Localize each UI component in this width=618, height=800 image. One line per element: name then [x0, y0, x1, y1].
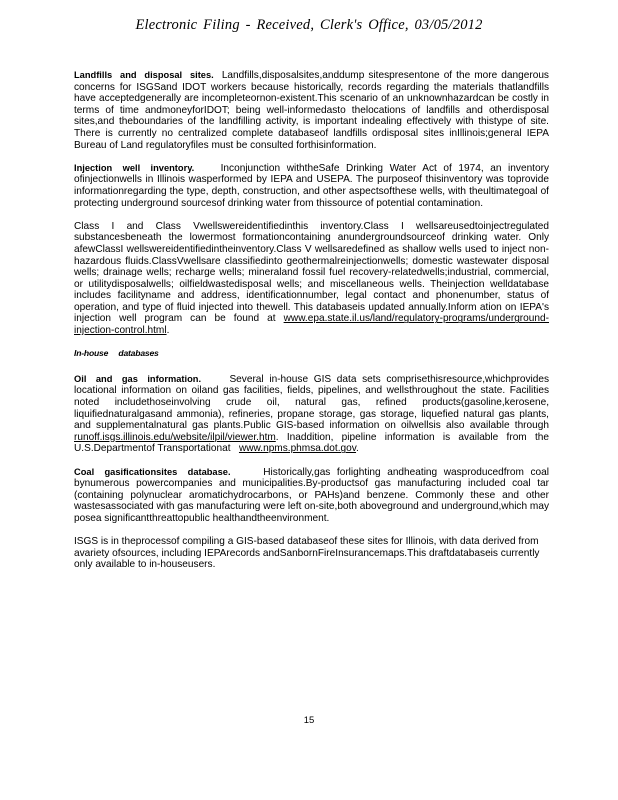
coal-gas-text: Historically,gas forlighting andheating wasproducedfrom coal bynumerous powercompanies and municipalities.By-productsof gas manufacturing included coal tar (containing polynuclear aromatichydrocarbons, or PAHs)and benzene. Commonly these and other wastesassociated with gas manufacturing were left on-site,both aboveground and underground,which may posea significantthreattopublic healthandtheenvironment. [74, 466, 549, 524]
document-body [74, 70, 549, 583]
filing-header: Electronic Filing - Received, Clerk's Office, 03/05/2012 [135, 17, 483, 33]
class-wells-end: . [166, 325, 170, 337]
landfills-heading: Landfills and disposal sites. [74, 70, 214, 80]
isgs-viewer-link[interactable]: runoff.isgs.illinois.edu/website/ilpil/viewer.htm [74, 431, 276, 443]
isgs-text: ISGS is in theprocessof compiling a GIS-based databaseof these sites for Illinois, with data derived from avariety ofsources, including IEPArecords andSanbornFireInsurancemaps.This draftdatabaseis currently only available to in-houseusers. [74, 536, 540, 571]
class-wells-paragraph [74, 221, 549, 337]
coal-gas-heading: Coal gasificationsites database. [74, 466, 231, 477]
oil-gas-mid: . Inaddition, pipeline information is available from the U.S.Departmentof Transportationat [74, 431, 549, 455]
uic-program-link[interactable]: www.epa.state.il.us/land/regulatory-programs/underground-injection-control.html [74, 313, 549, 337]
landfills-text: Landfills,disposalsites,anddump sitespresentone of the more dangerous concerns for ISGSand IDOT workers because historically, records regarding the materials thatlandfills have acceptedgenerally are incompleteornon-existent.This scenario of an unknownhazardcan be costly in terms of time andmoneyforIDOT; being well-informedasto thelocations of landfills and otherdisposal sites,and theboundaries of the landfilling activity, is important indealing effectively with thistype of site. There is currently no centralized complete databaseof landfills ordisposal sites inIllinois;general IEPA Bureau of Land regulatoryfiles must be consulted forthisinformation. [74, 70, 549, 151]
coal-gas-paragraph [74, 467, 549, 525]
oil-gas-end: . [356, 443, 359, 455]
npms-link[interactable]: www.npms.phmsa.dot.gov [238, 443, 357, 455]
injection-heading: Injection well inventory. [74, 162, 195, 173]
page-number: 15 [303, 715, 315, 726]
landfills-paragraph [74, 70, 549, 151]
injection-text: Inconjunction withtheSafe Drinking Water Act of 1974, an inventory ofinjectionwells in Illinois wasperformed by IEPA and USEPA. The purposeof thisinventory was toprovide informationregarding the type, depth, construction, and other aspectsofthese wells, with theultimategoal of protecting underground sourcesof drinking water from thissource of potential contamination. [74, 162, 550, 209]
oil-gas-text: Several in-house GIS data sets comprisethisresource,whichprovides locational information on oiland gas facilities, fields, pipelines, and wellsthroughout the state. Facilities noted includethoseinvolving crude oil, natural gas, refined products(gasoline,kerosene, liquifiednaturalgasand ammonia), refineries, propane storage, gas storage, liquefied natural gas plants, and supplementalnatural gas plants.Public GIS-based information on oilwellsis also available through [74, 373, 550, 432]
isgs-paragraph [74, 536, 549, 571]
injection-paragraph [74, 163, 549, 209]
oil-gas-heading: Oil and gas information. [74, 373, 202, 384]
class-wells-text: Class I and Class Vwellswereidentifiedinthis inventory.Class I wellsareusedtoinjectregulated substancesbeneath the lowermost formationcontaining anundergroundsourceof drinking water. Only afewClassI wellswereidentifiedintheinventory.Class V wellsaredefined as shallow wells used to inject non-hazardous fluids.ClassVwellsare classifiedinto geothermalreinjectionwells; domestic wastewater disposal wells; drainage wells; recharge wells; mineraland fossil fuel recovery-relatedwells;industrial, commercial, or utilitydisposalwells; oilfieldwastedisposal wells; and miscellaneous wells. Theinjection welldatabase includes facilityname and address, identificationnumber, legal contact and phonenumber, status of operation, and type of fluid injected into thewell. This databaseis updated annually.Inform ation on IEPA's injection well program can be found at [74, 220, 549, 325]
inhouse-databases-heading: In-house databases [74, 348, 159, 359]
oil-gas-paragraph [74, 374, 549, 455]
